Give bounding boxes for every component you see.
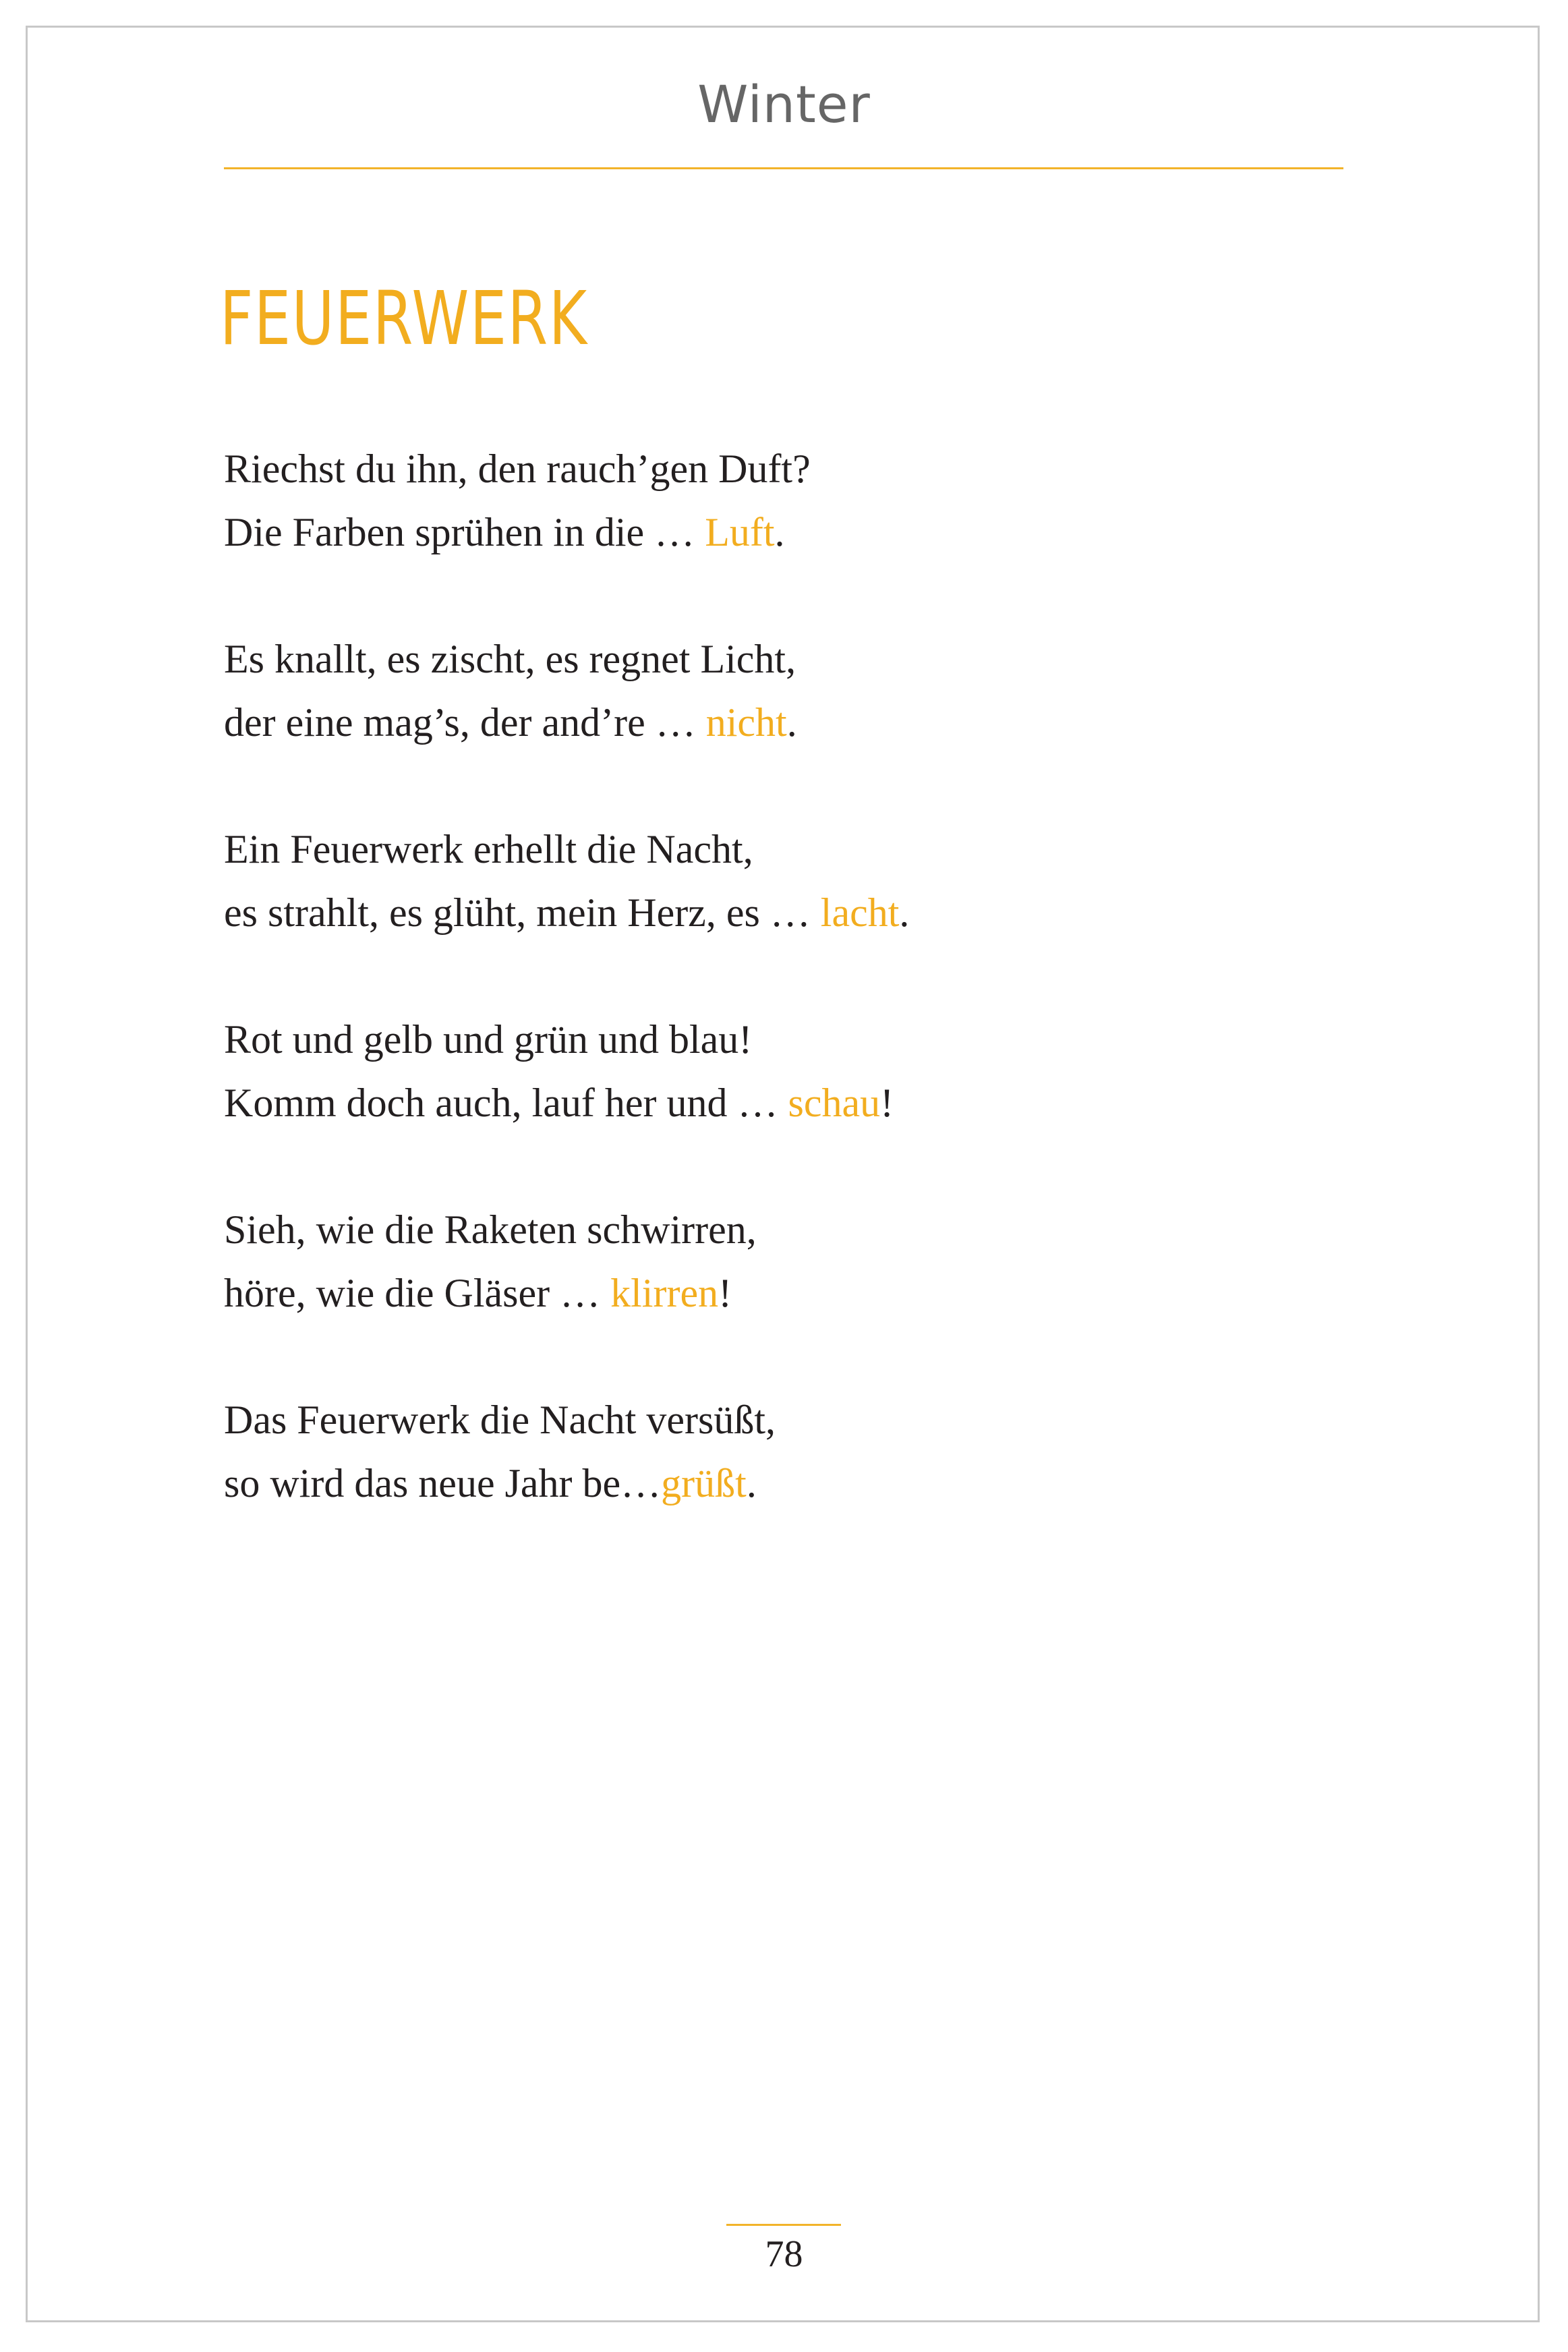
rhyme-word: schau (788, 1081, 881, 1125)
poem-line (224, 1071, 1370, 1135)
stanza (224, 1008, 1370, 1135)
poem-line: Sieh, wie die Raketen schwirren, (224, 1207, 757, 1252)
line-punctuation: . (774, 510, 785, 554)
rhyme-word: lacht (820, 890, 900, 935)
line-text: es strahlt, es glüht, mein Herz, es … (224, 890, 821, 935)
poem-line: Das Feuerwerk die Nacht versüßt, (224, 1398, 776, 1442)
poem-line (224, 1261, 1370, 1325)
line-punctuation: . (899, 890, 910, 935)
rhyme-word: klirren (610, 1271, 719, 1315)
line-punctuation: ! (718, 1271, 732, 1315)
rhyme-word: nicht (705, 700, 787, 745)
stanza (224, 818, 1370, 944)
stanza (224, 627, 1370, 754)
line-punctuation: . (786, 700, 797, 745)
line-punctuation: . (746, 1461, 757, 1505)
rhyme-word: grüßt (661, 1461, 747, 1505)
poem-body (224, 437, 1370, 1578)
stanza (224, 1388, 1370, 1515)
poem-line (224, 691, 1370, 754)
page-number: 78 (765, 2233, 803, 2275)
poem-line (224, 881, 1370, 944)
line-text: höre, wie die Gläser … (224, 1271, 611, 1315)
poem-line: Es knallt, es zischt, es regnet Licht, (224, 637, 796, 681)
line-text: Die Farben sprühen in die … (224, 510, 705, 554)
poem-line (224, 500, 1370, 564)
poem-title: FEUERWERK (220, 275, 588, 362)
line-text: so wird das neue Jahr be… (224, 1461, 662, 1505)
poem-line: Rot und gelb und grün und blau! (224, 1017, 753, 1062)
header-divider (224, 167, 1343, 169)
line-punctuation: ! (880, 1081, 894, 1125)
line-text: Komm doch auch, lauf her und … (224, 1081, 788, 1125)
rhyme-word: Luft (705, 510, 775, 554)
poem-line: Ein Feuerwerk erhellt die Nacht, (224, 827, 753, 871)
footer-divider (726, 2224, 841, 2226)
line-text: der eine mag’s, der and’re … (224, 700, 706, 745)
poem-line: Riechst du ihn, den rauch’gen Duft? (224, 447, 811, 491)
poem-line (224, 1452, 1370, 1515)
stanza (224, 437, 1370, 564)
section-header: Winter (697, 74, 871, 134)
stanza (224, 1198, 1370, 1325)
